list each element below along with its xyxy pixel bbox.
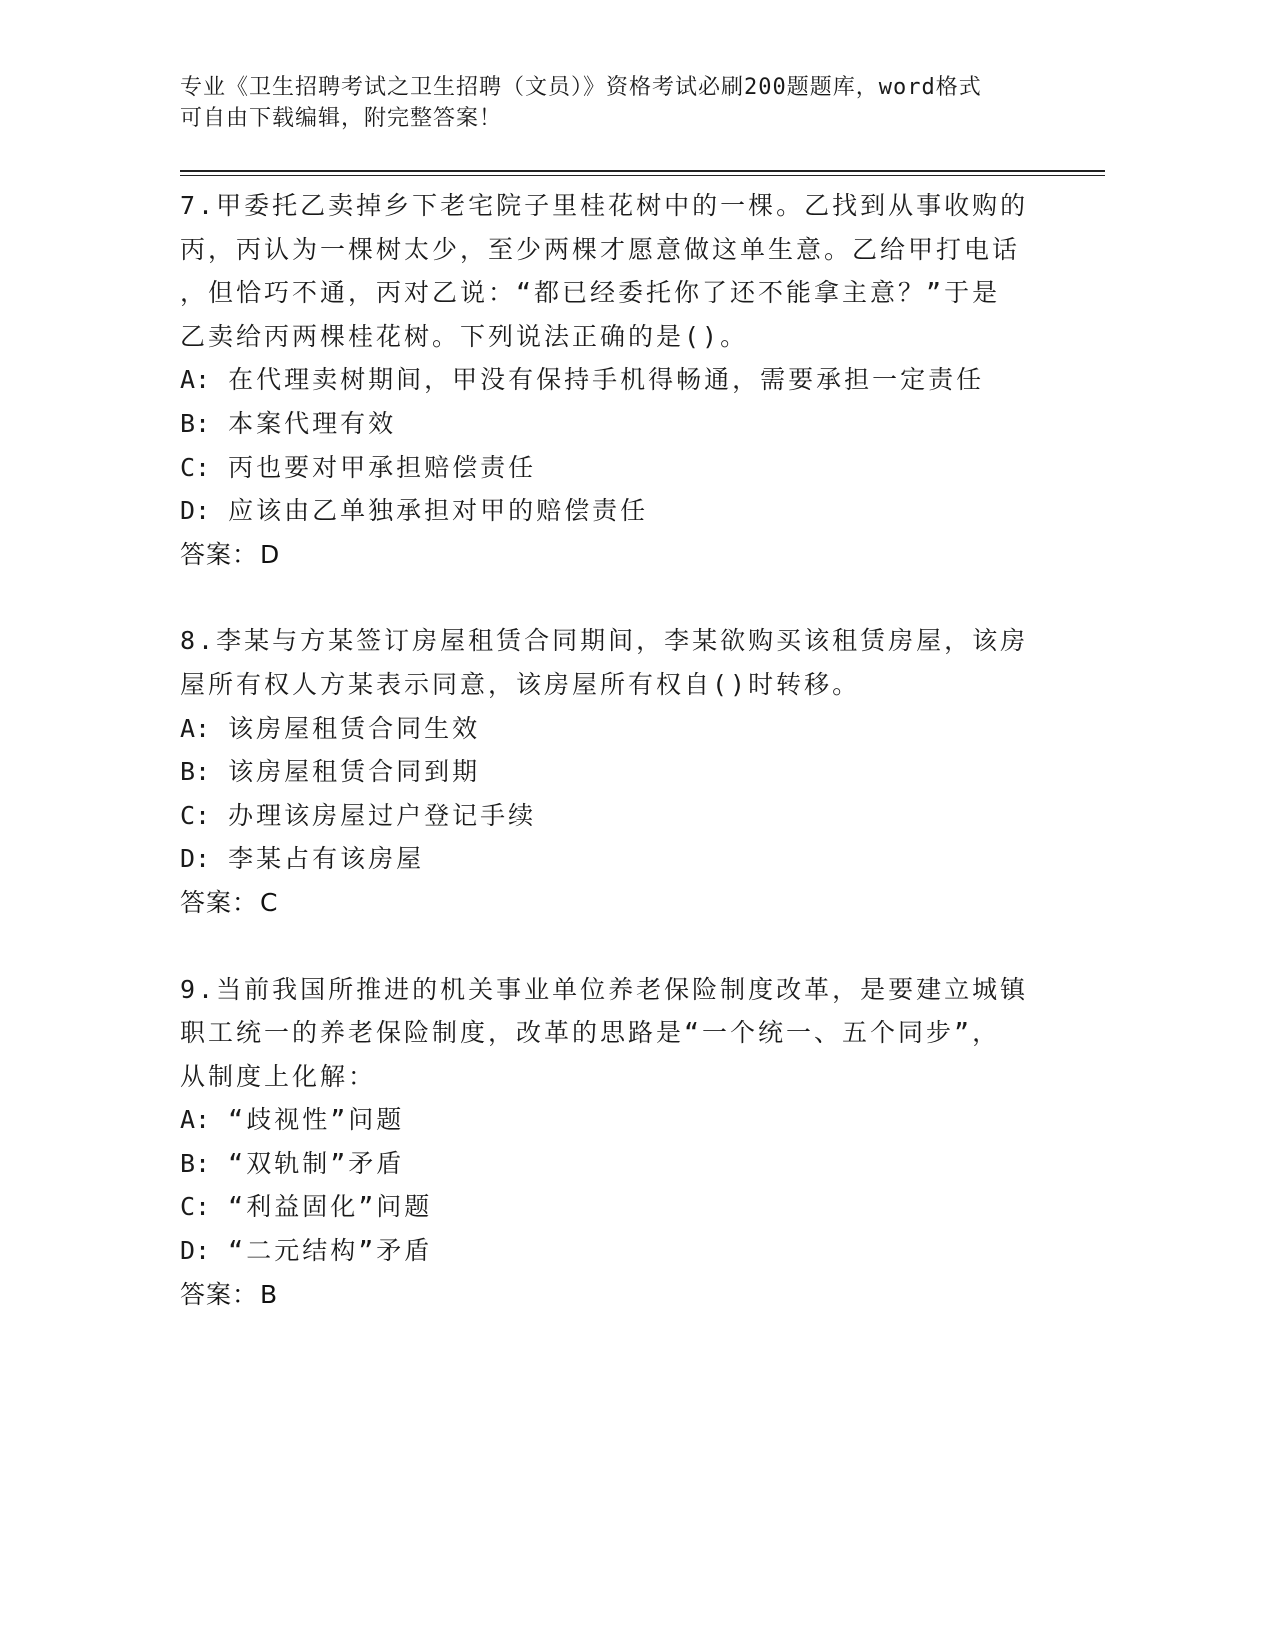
option-letter: A: xyxy=(180,713,211,743)
option-letter: D: xyxy=(180,1236,211,1266)
question-8-option-a xyxy=(180,707,1060,751)
question-list xyxy=(180,184,1060,1316)
question-7-text-line-1: 7.甲委托乙卖掉乡下老宅院子里桂花树中的一棵。乙找到从事收购的 xyxy=(180,191,1029,220)
answer-value: C xyxy=(260,887,279,917)
option-letter: A: xyxy=(180,1105,211,1135)
question-7-text-line-4: 乙卖给丙两棵桂花树。下列说法正确的是()。 xyxy=(180,321,749,351)
question-9-answer xyxy=(180,1273,1060,1317)
answer-label: 答案： xyxy=(180,539,259,569)
option-text: 在代理卖树期间，甲没有保持手机得畅通，需要承担一定责任 xyxy=(228,365,985,395)
question-7-text-line-2: 丙，丙认为一棵树太少，至少两棵才愿意做这单生意。乙给甲打电话 xyxy=(180,234,1021,264)
option-text: 丙也要对甲承担赔偿责任 xyxy=(228,452,537,482)
header-title-line-2: 可自由下载编辑，附完整答案！ xyxy=(180,106,503,131)
question-9-text-line-1: 9.当前我国所推进的机关事业单位养老保险制度改革，是要建立城镇 xyxy=(180,974,1029,1004)
option-letter: D: xyxy=(180,844,211,874)
header-divider-thin xyxy=(180,175,1105,176)
option-letter: D: xyxy=(180,496,211,526)
question-9-text-line-2: 职工统一的养老保险制度，改革的思路是“一个统一、五个同步”， xyxy=(180,1018,1001,1048)
question-8-answer xyxy=(180,881,1060,925)
option-letter: B: xyxy=(180,408,211,438)
question-9-option-a xyxy=(180,1098,1060,1142)
question-8-option-d xyxy=(180,837,1060,881)
header-title-line-1: 专业《卫生招聘考试之卫生招聘（文员）》资格考试必刷200题题库，word格式 xyxy=(180,75,982,100)
question-9 xyxy=(180,968,1060,1317)
option-letter: B: xyxy=(180,1148,211,1178)
option-text: 应该由乙单独承担对甲的赔偿责任 xyxy=(228,496,649,526)
question-8-text-line-2: 屋所有权人方某表示同意，该房屋所有权自()时转移。 xyxy=(180,669,861,699)
question-9-option-d xyxy=(180,1229,1060,1273)
question-7-option-c xyxy=(180,446,1060,490)
header-divider-thick xyxy=(180,170,1105,172)
question-9-option-b xyxy=(180,1142,1060,1186)
option-text: 李某占有该房屋 xyxy=(228,844,425,874)
answer-label: 答案： xyxy=(180,1279,259,1309)
option-text: “利益固化”问题 xyxy=(228,1192,433,1222)
question-7-answer xyxy=(180,533,1060,577)
question-9-option-c xyxy=(180,1185,1060,1229)
answer-value: D xyxy=(260,539,281,569)
option-text: 该房屋租赁合同生效 xyxy=(228,713,481,743)
answer-value: B xyxy=(260,1279,279,1309)
option-text: “歧视性”问题 xyxy=(228,1105,405,1135)
question-7-text-line-3: ，但恰巧不通，丙对乙说：“都已经委托你了还不能拿主意？”于是 xyxy=(180,278,1001,308)
answer-label: 答案： xyxy=(180,887,259,917)
option-letter: C: xyxy=(180,800,211,830)
question-8 xyxy=(180,619,1060,924)
option-text: 本案代理有效 xyxy=(228,408,397,438)
question-7 xyxy=(180,184,1060,576)
option-text: “二元结构”矛盾 xyxy=(228,1236,433,1266)
option-letter: A: xyxy=(180,365,211,395)
option-text: 办理该房屋过户登记手续 xyxy=(228,800,537,830)
question-7-option-d xyxy=(180,489,1060,533)
question-8-text-line-1: 8.李某与方某签订房屋租赁合同期间，李某欲购买该租赁房屋，该房 xyxy=(180,626,1029,656)
option-text: 该房屋租赁合同到期 xyxy=(228,757,481,787)
option-letter: C: xyxy=(180,1192,211,1222)
question-9-text-line-3: 从制度上化解： xyxy=(180,1061,377,1091)
question-7-option-a xyxy=(180,358,1060,402)
option-letter: B: xyxy=(180,757,211,787)
document-header xyxy=(180,72,1040,134)
question-8-option-c xyxy=(180,794,1060,838)
question-7-option-b xyxy=(180,402,1060,446)
question-8-option-b xyxy=(180,750,1060,794)
option-letter: C: xyxy=(180,452,211,482)
option-text: “双轨制”矛盾 xyxy=(228,1148,405,1178)
